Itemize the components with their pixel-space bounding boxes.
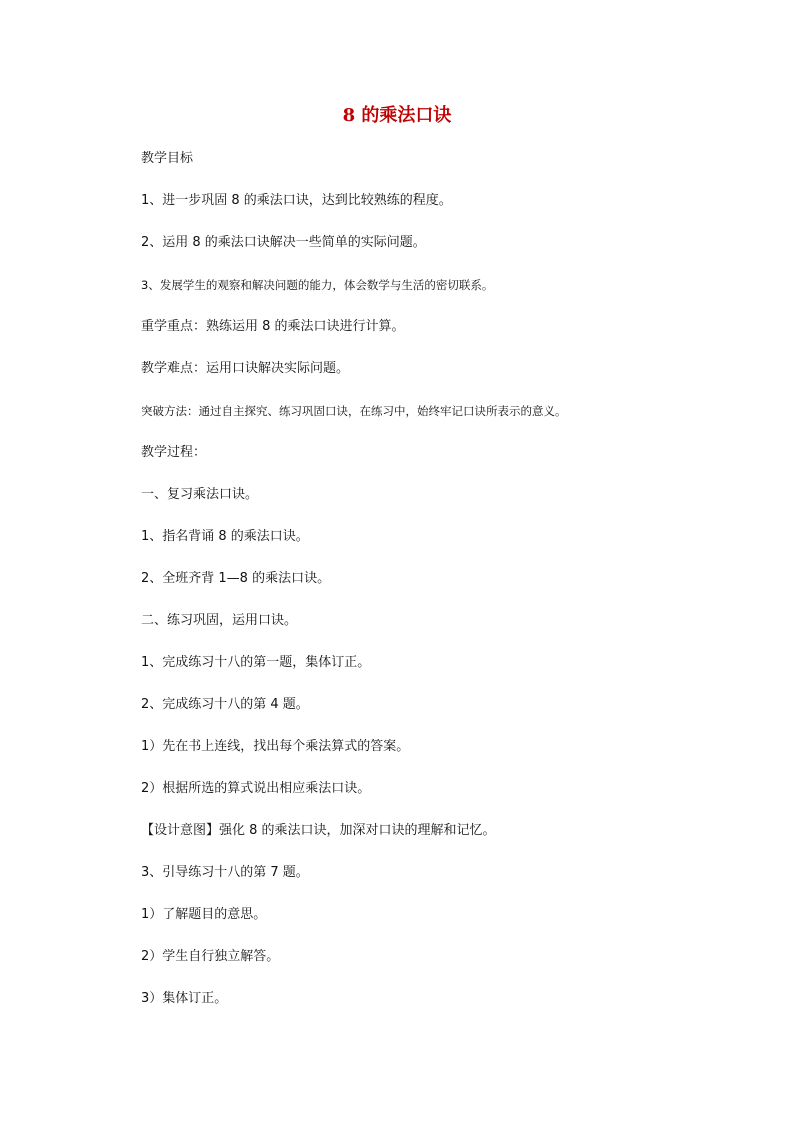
- key-points: 重学重点：熟练运用 8 的乘法口诀进行计算。: [141, 319, 405, 334]
- process-part-2-item-3: 3、引导练习十八的第 7 题。: [141, 865, 309, 880]
- process-part-1-heading: 一、复习乘法口诀。: [141, 487, 259, 502]
- document-title: 8 的乘法口诀: [342, 105, 452, 126]
- section-heading-teaching-goals: 教学目标: [141, 151, 194, 166]
- goal-item-2: 2、运用 8 的乘法口诀解决一些简单的实际问题。: [141, 235, 426, 250]
- process-part-2-item-2: 2、完成练习十八的第 4 题。: [141, 697, 309, 712]
- sub-item-1-understand: 1）了解题目的意思。: [141, 907, 267, 922]
- sub-item-3-check: 3）集体订正。: [141, 991, 228, 1006]
- goal-item-1: 1、进一步巩固 8 的乘法口诀，达到比较熟练的程度。: [141, 193, 452, 208]
- sub-item-1-connect: 1）先在书上连线，找出每个乘法算式的答案。: [141, 739, 410, 754]
- process-part-1-item-2: 2、全班齐背 1—8 的乘法口诀。: [141, 571, 331, 586]
- section-heading-teaching-process: 教学过程：: [141, 445, 207, 460]
- sub-item-2-solve: 2）学生自行独立解答。: [141, 949, 280, 964]
- difficult-points: 教学难点：运用口诀解决实际问题。: [141, 361, 350, 376]
- design-intent: 【设计意图】强化 8 的乘法口诀，加深对口诀的理解和记忆。: [141, 823, 496, 838]
- process-part-2-heading: 二、练习巩固，运用口诀。: [141, 613, 298, 628]
- process-part-2-item-1: 1、完成练习十八的第一题，集体订正。: [141, 655, 371, 670]
- goal-item-3: 3、发展学生的观察和解决问题的能力，体会数学与生活的密切联系。: [141, 278, 494, 292]
- process-part-1-item-1: 1、指名背诵 8 的乘法口诀。: [141, 529, 309, 544]
- sub-item-2-recite: 2）根据所选的算式说出相应乘法口诀。: [141, 781, 371, 796]
- breakthrough-method: 突破方法：通过自主探究、练习巩固口诀，在练习中，始终牢记口诀所表示的意义。: [141, 404, 567, 418]
